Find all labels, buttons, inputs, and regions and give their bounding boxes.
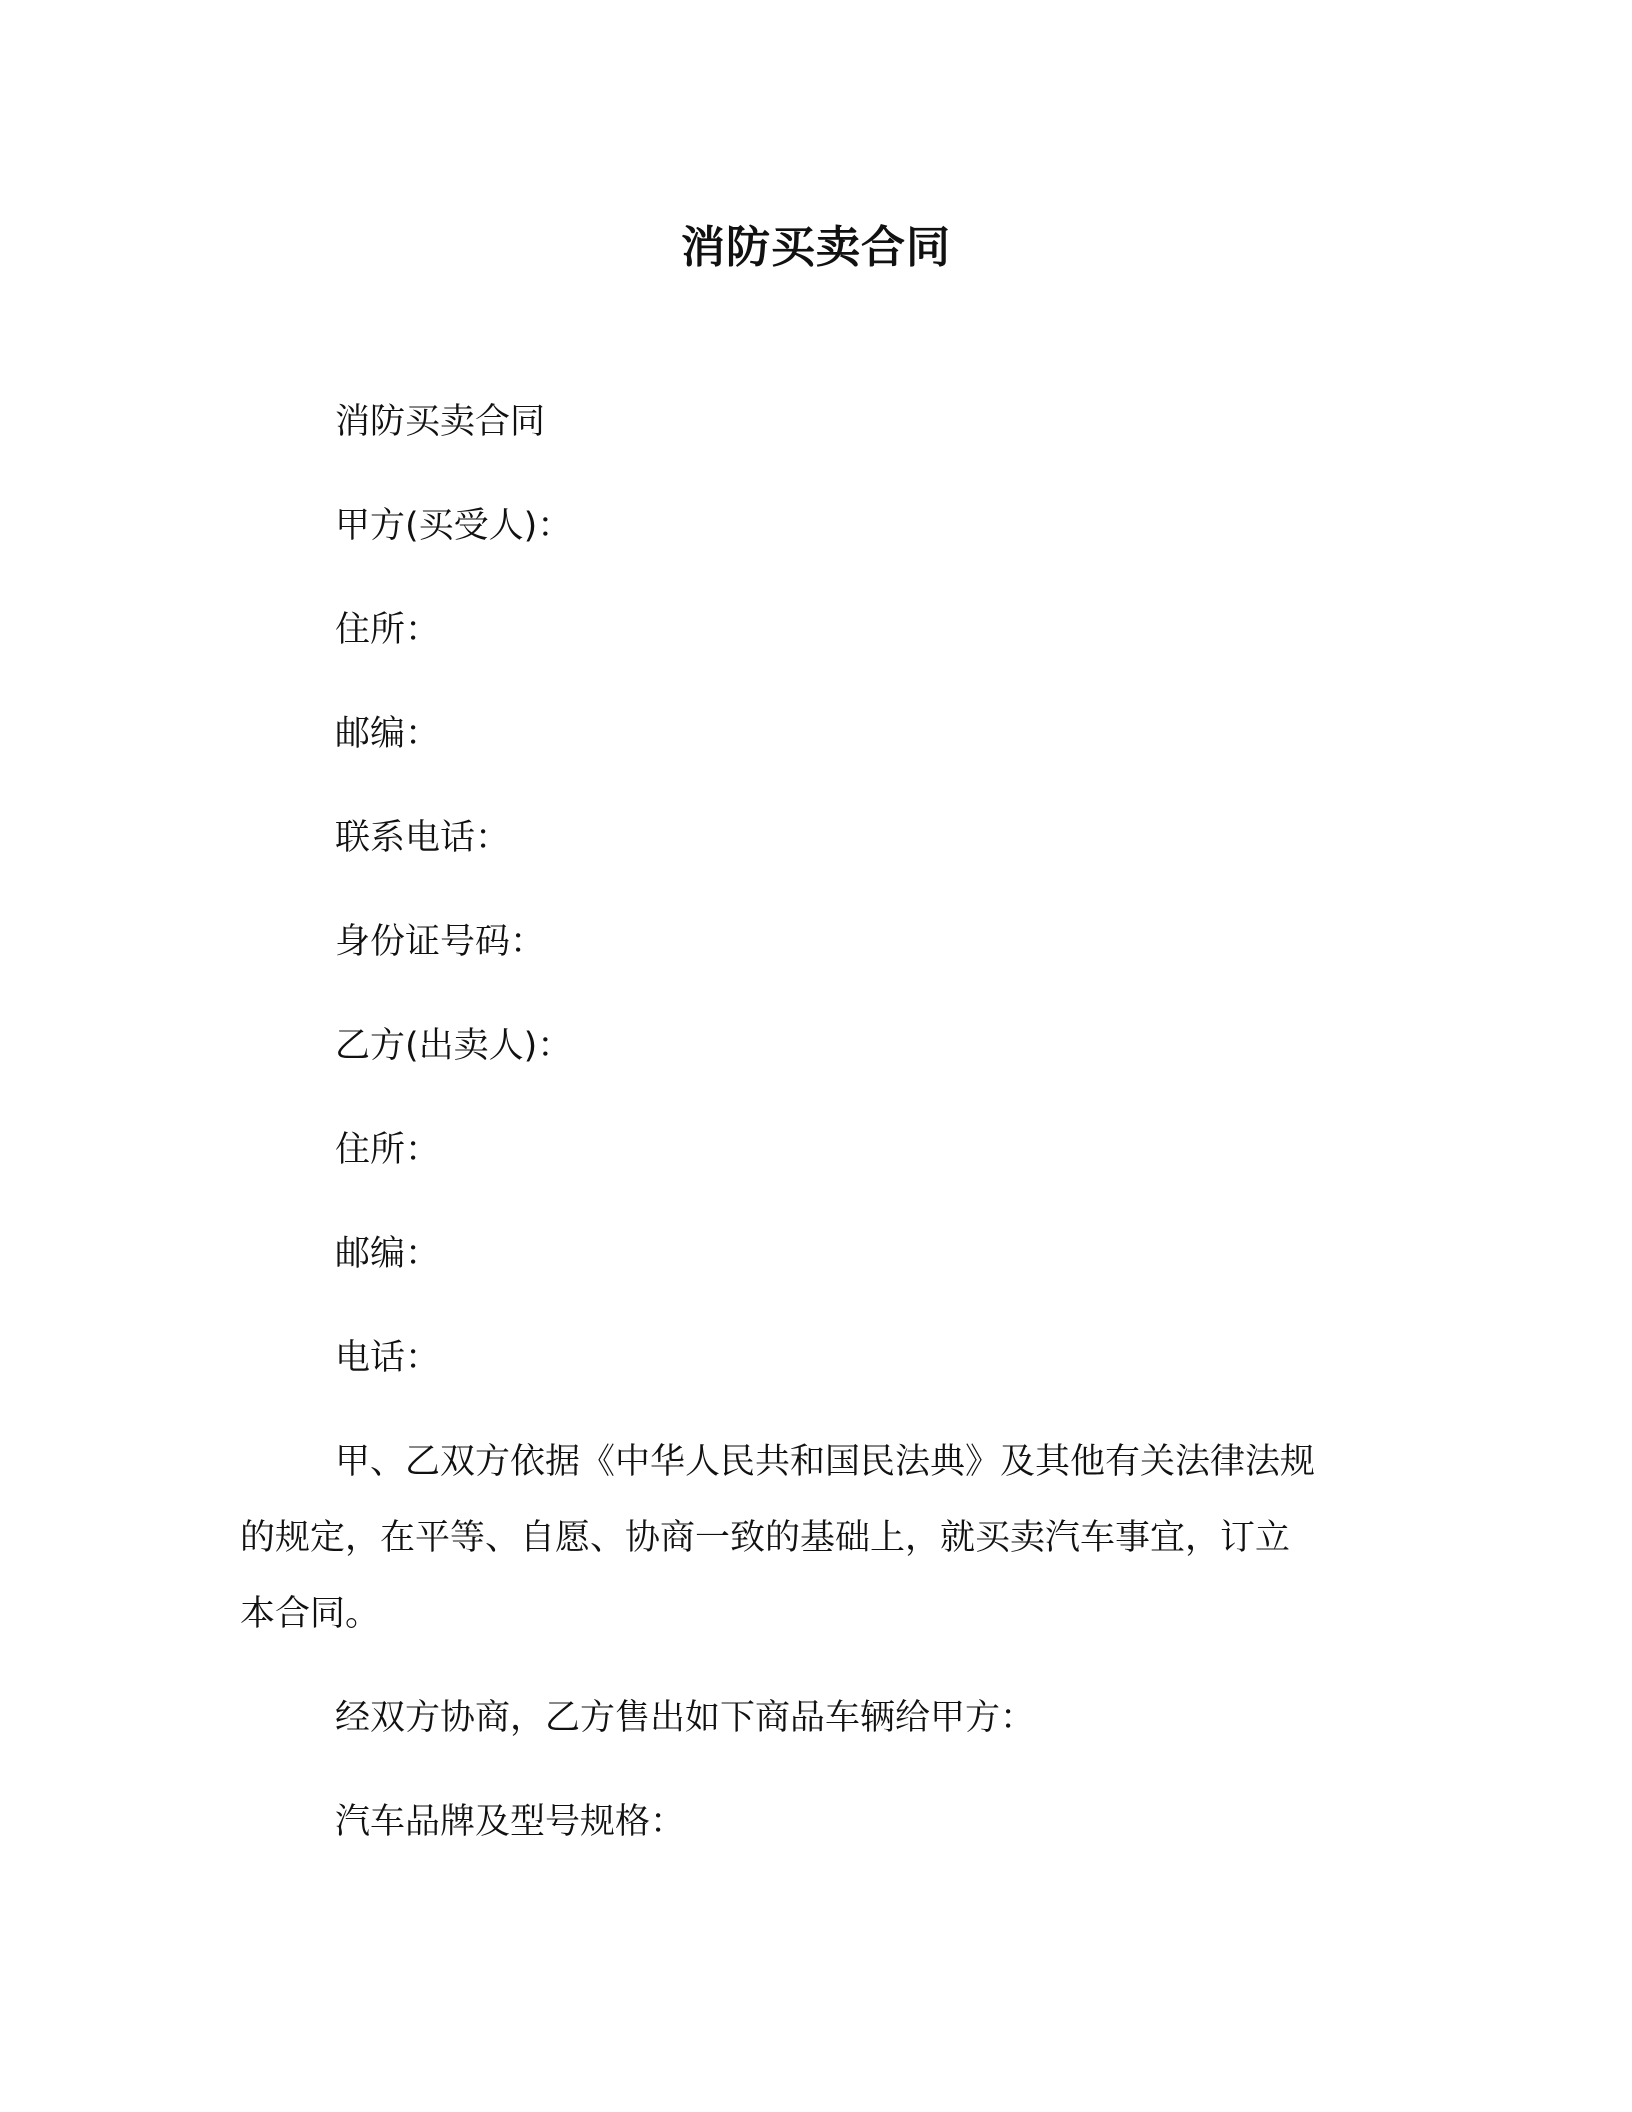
party-b-label: 乙方(出卖人)： xyxy=(335,1026,573,1066)
document-title: 消防买卖合同 xyxy=(681,222,951,273)
contract-subtitle: 消防买卖合同 xyxy=(335,402,546,442)
preamble-line-2: 的规定，在平等、自愿、协商一致的基础上，就买卖汽车事宜，订立 xyxy=(240,1518,1291,1558)
party-b-postcode: 邮编： xyxy=(335,1234,441,1274)
party-a-label: 甲方(买受人)： xyxy=(335,506,573,546)
party-a-address: 住所： xyxy=(335,610,441,650)
agreement-text: 经双方协商，乙方售出如下商品车辆给甲方： xyxy=(335,1698,1036,1738)
party-a-phone: 联系电话： xyxy=(335,818,511,858)
party-b-address: 住所： xyxy=(335,1130,441,1170)
preamble-line-3: 本合同。 xyxy=(240,1594,381,1634)
party-a-id-number: 身份证号码： xyxy=(335,922,546,962)
vehicle-spec-label: 汽车品牌及型号规格： xyxy=(335,1802,686,1842)
party-a-postcode: 邮编： xyxy=(335,714,441,754)
party-b-phone: 电话： xyxy=(335,1338,441,1378)
preamble-line-1: 甲、乙双方依据《中华人民共和国民法典》及其他有关法律法规 xyxy=(335,1442,1316,1482)
